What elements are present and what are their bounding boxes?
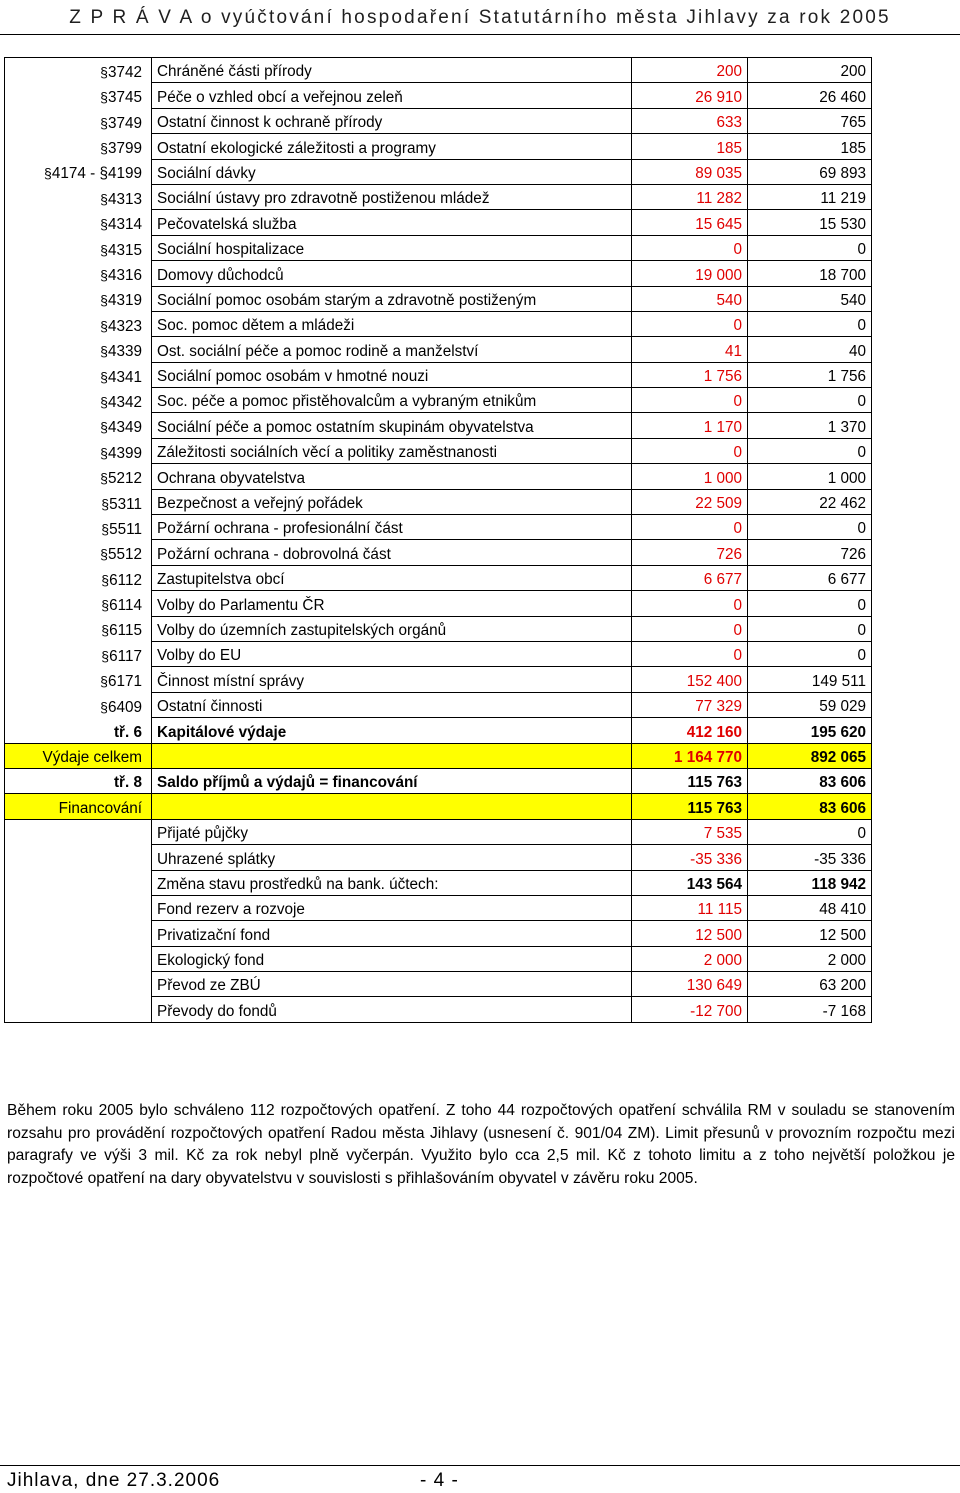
row-description: Volby do územních zastupitelských orgánů [152,616,632,641]
budget-measures-note: Během roku 2005 bylo schváleno 112 rozpočtových opatření. Z toho 44 rozpočtových opatření schválila RM v souladu se stanovením rozsahu pro provádění rozpočtových opatření Radou města Jihlavy (usnesení č. 901/04 ZM). Limit přesunů v provozním rozpočtu mezi paragrafy ve výši 3 mil. Kč za rok nebyl plně vyčerpán. Využito bylo cca 2,5 mil. Kč z tohoto limitu a z toho největší položkou je rozpočtové opatření na dary obyvatelstvu v souvislosti s přihlašováním obyvatel v závěru roku 2005. [7,1102,955,1187]
report-title: Z P R Á V A o vyúčtování hospodaření Statutárního města Jihlavy za rok 2005 [69,7,891,28]
summary-description: Kapitálové výdaje [152,718,632,743]
row-description: Požární ochrana - dobrovolná část [152,540,632,565]
financing-empty-cell [5,997,152,1022]
budget-value: 1 756 [632,362,748,387]
table-row [5,184,872,209]
section-symbol: § [100,393,108,410]
financing-empty-cell [5,946,152,971]
actual-value: 59 029 [748,692,872,717]
paragraph-code [5,413,152,438]
paragraph-code-value: 3749 [107,114,142,132]
budget-table [4,57,872,1023]
financing-description: Změna stavu prostředků na bank. účtech: [152,870,632,895]
section-symbol: § [101,647,110,664]
actual-value: 18 700 [748,261,872,286]
paragraph-code [5,692,152,717]
paragraph-code [5,515,152,540]
paragraph-code-value: 6114 [109,597,142,615]
summary-budget-value: 115 763 [632,768,748,793]
paragraph-code [5,286,152,311]
table-row [5,362,872,387]
paragraph-code-value: 4339 [107,343,142,361]
row-description: Požární ochrana - profesionální část [152,515,632,540]
section-symbol: § [100,63,108,80]
row-description: Ostatní činnosti [152,692,632,717]
budget-value: 77 329 [632,692,748,717]
actual-value: 0 [748,235,872,260]
financing-row [5,819,872,844]
paragraph-code-value: 5512 [107,546,142,564]
section-symbol: § [100,241,108,258]
budget-value: 540 [632,286,748,311]
budget-table-body [5,58,872,1023]
table-row [5,286,872,311]
header-divider [0,34,960,35]
actual-value: 0 [748,515,872,540]
section-symbol: § [100,140,108,157]
actual-value: 765 [748,108,872,133]
paragraph-code-value: 4314 [107,216,142,234]
table-row [5,235,872,260]
row-description: Sociální pomoc osobám v hmotné nouzi [152,362,632,387]
actual-value: 6 677 [748,565,872,590]
summary-budget-value: 412 160 [632,718,748,743]
financing-budget-value: -35 336 [632,845,748,870]
table-row [5,438,872,463]
table-row [5,413,872,438]
paragraph-code [5,464,152,489]
actual-value: 540 [748,286,872,311]
paragraph-code [5,362,152,387]
row-description: Ostatní ekologické záležitosti a programy [152,134,632,159]
row-description: Bezpečnost a veřejný pořádek [152,489,632,514]
summary-description [152,743,632,768]
row-description: Soc. pomoc dětem a mládeži [152,311,632,336]
budget-value: 1 000 [632,464,748,489]
budget-value: 89 035 [632,159,748,184]
row-description: Volby do Parlamentu ČR [152,591,632,616]
summary-actual-value: 83 606 [748,768,872,793]
budget-value: 152 400 [632,667,748,692]
summary-label: Financování [5,794,152,819]
row-description: Pečovatelská služba [152,210,632,235]
section-symbol: § [100,216,108,233]
section-symbol: § [100,317,108,334]
table-row [5,108,872,133]
paragraph-code-value: 6117 [109,647,142,665]
row-description: Činnost místní správy [152,667,632,692]
actual-value: 69 893 [748,159,872,184]
financing-description: Fond rezerv a rozvoje [152,895,632,920]
paragraph-code [5,565,152,590]
summary-row [5,743,872,768]
paragraph-code-value: 3745 [107,89,142,107]
section-symbol: § [100,546,108,563]
actual-value: 0 [748,388,872,413]
budget-value: 22 509 [632,489,748,514]
financing-actual-value: 48 410 [748,895,872,920]
paragraph-code-value: 5212 [107,470,142,488]
summary-actual-value: 195 620 [748,718,872,743]
financing-actual-value: -7 168 [748,997,872,1022]
actual-value: 15 530 [748,210,872,235]
financing-empty-cell [5,972,152,997]
paragraph-code [5,540,152,565]
table-row [5,489,872,514]
paragraph-code [5,210,152,235]
row-description: Zastupitelstva obcí [152,565,632,590]
paragraph-code-value: 4316 [107,267,142,285]
row-description: Sociální hospitalizace [152,235,632,260]
actual-value: 1 370 [748,413,872,438]
table-row [5,337,872,362]
summary-label: tř. 6 [5,718,152,743]
budget-value: 0 [632,591,748,616]
section-symbol: § [100,470,108,487]
paragraph-code [5,184,152,209]
financing-budget-value: 130 649 [632,972,748,997]
page-header [0,0,960,38]
paragraph-code-value: 4349 [107,419,142,437]
paragraph-code [5,83,152,108]
table-row [5,388,872,413]
financing-row [5,845,872,870]
section-symbol: § [100,267,108,284]
financing-row [5,921,872,946]
page-number: - 4 - [420,1470,459,1491]
table-row [5,565,872,590]
budget-value: 0 [632,388,748,413]
paragraph-code-value: 4323 [107,317,142,335]
row-description: Sociální ústavy pro zdravotně postiženou mládež [152,184,632,209]
paragraph-code [5,58,152,83]
section-symbol: § [101,622,110,639]
financing-row [5,870,872,895]
section-symbol: § [100,698,108,715]
section-symbol: § [100,292,108,309]
row-description: Chráněné části přírody [152,58,632,83]
summary-description [152,794,632,819]
financing-actual-value: -35 336 [748,845,872,870]
row-description: Ostatní činnost k ochraně přírody [152,108,632,133]
budget-value: 0 [632,235,748,260]
financing-actual-value: 12 500 [748,921,872,946]
section-symbol: § [101,495,110,512]
summary-label: Výdaje celkem [5,743,152,768]
paragraph-code-value: 4313 [107,190,142,208]
paragraph-code [5,108,152,133]
budget-value: 19 000 [632,261,748,286]
paragraph-code [5,235,152,260]
budget-value: 0 [632,311,748,336]
financing-description: Ekologický fond [152,946,632,971]
budget-value: 0 [632,616,748,641]
table-row [5,692,872,717]
financing-actual-value: 118 942 [748,870,872,895]
financing-actual-value: 0 [748,819,872,844]
row-description: Domovy důchodců [152,261,632,286]
table-row [5,641,872,666]
financing-budget-value: 12 500 [632,921,748,946]
paragraph-code [5,641,152,666]
table-row [5,311,872,336]
summary-budget-value: 1 164 770 [632,743,748,768]
paragraph-code [5,591,152,616]
financing-row [5,946,872,971]
table-row [5,667,872,692]
financing-description: Privatizační fond [152,921,632,946]
budget-value: 185 [632,134,748,159]
section-symbol: § [100,673,108,690]
paragraph-code [5,489,152,514]
budget-value: 26 910 [632,83,748,108]
paragraph-code-value: 6171 [107,673,142,691]
section-symbol: § [100,89,108,106]
paragraph-code [5,667,152,692]
paragraph-code-value: 3742 [107,63,142,81]
table-row [5,159,872,184]
budget-value: 0 [632,438,748,463]
table-row [5,134,872,159]
financing-actual-value: 63 200 [748,972,872,997]
financing-description: Převod ze ZBÚ [152,972,632,997]
financing-row [5,972,872,997]
paragraph-code-value: 4399 [107,444,142,462]
paragraph-code [5,134,152,159]
summary-actual-value: 83 606 [748,794,872,819]
actual-value: 40 [748,337,872,362]
budget-value: 6 677 [632,565,748,590]
financing-budget-value: 11 115 [632,895,748,920]
budget-value: 11 282 [632,184,748,209]
actual-value: 185 [748,134,872,159]
budget-value: 41 [632,337,748,362]
table-row [5,210,872,235]
paragraph-code-value: 5311 [109,495,142,513]
summary-budget-value: 115 763 [632,794,748,819]
table-row [5,616,872,641]
section-symbol: § [101,520,110,537]
paragraph-code [5,337,152,362]
financing-row [5,997,872,1022]
summary-actual-value: 892 065 [748,743,872,768]
table-row [5,515,872,540]
actual-value: 0 [748,641,872,666]
footer-divider [0,1465,960,1466]
financing-budget-value: 7 535 [632,819,748,844]
row-description: Ochrana obyvatelstva [152,464,632,489]
row-description: Záležitosti sociálních věcí a politiky zaměstnanosti [152,438,632,463]
row-description: Sociální pomoc osobám starým a zdravotně postiženým [152,286,632,311]
section-symbol: § [101,571,110,588]
actual-value: 149 511 [748,667,872,692]
table-row [5,58,872,83]
financing-row [5,895,872,920]
section-symbol: § [44,165,52,182]
financing-empty-cell [5,895,152,920]
summary-row [5,794,872,819]
summary-description: Saldo příjmů a výdajů = financování [152,768,632,793]
row-description: Sociální dávky [152,159,632,184]
section-symbol: § [100,444,108,461]
paragraph-code-value: 6112 [109,571,142,589]
paragraph-code-value: 4341 [107,368,142,386]
row-description: Péče o vzhled obcí a veřejnou zeleň [152,83,632,108]
budget-value: 200 [632,58,748,83]
paragraph-code-value: 5511 [109,520,142,538]
actual-value: 200 [748,58,872,83]
actual-value: 26 460 [748,83,872,108]
row-description: Ost. sociální péče a pomoc rodině a manželství [152,337,632,362]
paragraph-code-value: 4342 [107,393,142,411]
summary-row [5,718,872,743]
budget-value: 1 170 [632,413,748,438]
paragraph-code-value: 3799 [107,140,142,158]
actual-value: 1 000 [748,464,872,489]
section-symbol: § [100,343,108,360]
table-row [5,540,872,565]
paragraph-code [5,438,152,463]
financing-budget-value: -12 700 [632,997,748,1022]
paragraph-code-value: 4315 [107,241,142,259]
actual-value: 0 [748,311,872,336]
paragraph-code-value: 6115 [109,622,142,640]
table-row [5,591,872,616]
budget-value: 633 [632,108,748,133]
budget-value: 0 [632,515,748,540]
actual-value: 726 [748,540,872,565]
paragraph-code-value: 4319 [107,292,142,310]
table-row [5,83,872,108]
actual-value: 0 [748,438,872,463]
budget-value: 0 [632,641,748,666]
actual-value: 0 [748,591,872,616]
paragraph-code-value: 4174 - §4199 [51,165,142,183]
section-symbol: § [100,190,108,207]
table-row [5,261,872,286]
paragraph-code [5,159,152,184]
financing-description: Převody do fondů [152,997,632,1022]
financing-description: Přijaté půjčky [152,819,632,844]
financing-empty-cell [5,845,152,870]
financing-description: Uhrazené splátky [152,845,632,870]
paragraph-code [5,261,152,286]
summary-row [5,768,872,793]
actual-value: 22 462 [748,489,872,514]
financing-empty-cell [5,870,152,895]
actual-value: 1 756 [748,362,872,387]
summary-label: tř. 8 [5,768,152,793]
section-symbol: § [100,419,108,436]
paragraph-code-value: 6409 [107,698,142,716]
section-symbol: § [100,368,108,385]
row-description: Sociální péče a pomoc ostatním skupinám obyvatelstva [152,413,632,438]
actual-value: 11 219 [748,184,872,209]
row-description: Volby do EU [152,641,632,666]
footer-date: Jihlava, dne 27.3.2006 [7,1470,221,1491]
financing-actual-value: 2 000 [748,946,872,971]
paragraph-code [5,616,152,641]
actual-value: 0 [748,616,872,641]
budget-value: 15 645 [632,210,748,235]
budget-value: 726 [632,540,748,565]
financing-empty-cell [5,819,152,844]
row-description: Soc. péče a pomoc přistěhovalcům a vybraným etnikům [152,388,632,413]
financing-empty-cell [5,921,152,946]
paragraph-code [5,388,152,413]
financing-budget-value: 143 564 [632,870,748,895]
financing-budget-value: 2 000 [632,946,748,971]
section-symbol: § [100,114,108,131]
section-symbol: § [101,597,110,614]
paragraph-code [5,311,152,336]
table-row [5,464,872,489]
